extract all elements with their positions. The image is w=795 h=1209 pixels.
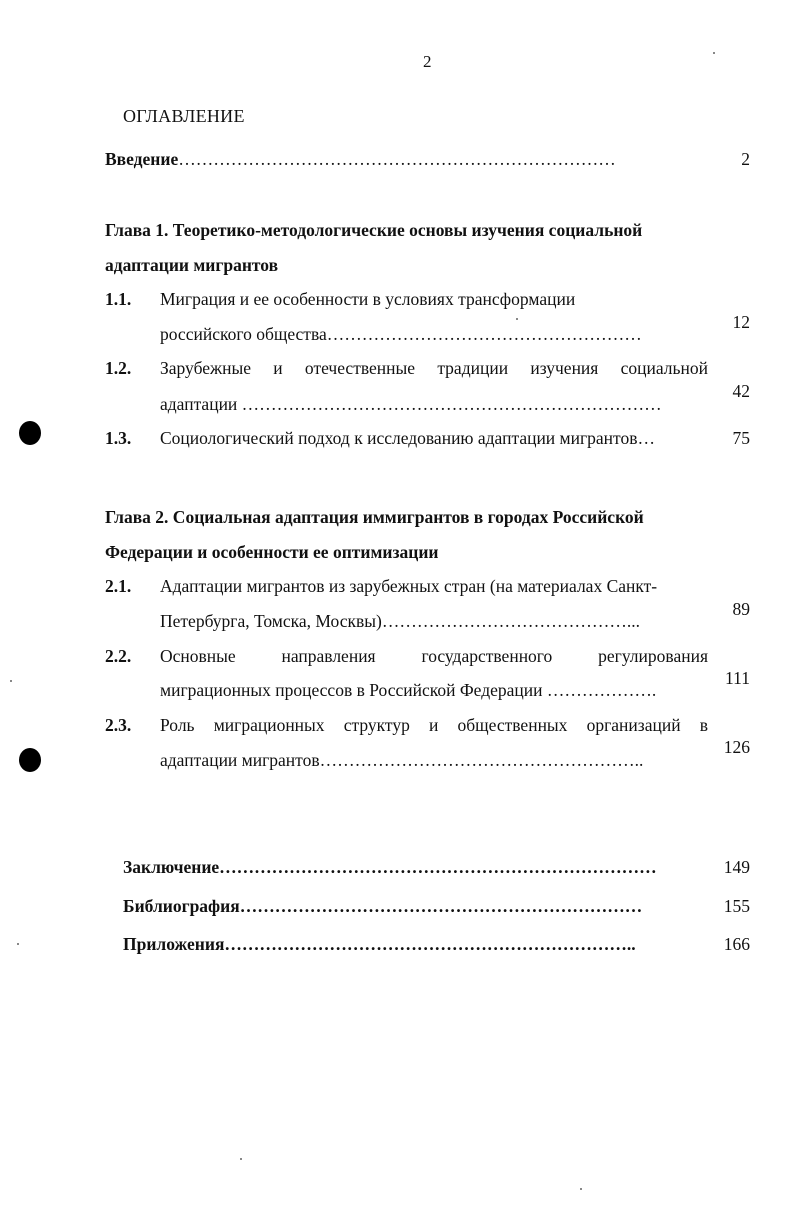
punch-hole-bottom bbox=[19, 748, 41, 772]
toc-entry-conclusion[interactable] bbox=[123, 857, 703, 878]
conclusion-page: 149 bbox=[723, 857, 750, 877]
punch-hole-top bbox=[19, 421, 41, 445]
bibliography-page: 155 bbox=[723, 896, 750, 916]
section-page: 111 bbox=[725, 668, 750, 688]
scan-speck bbox=[713, 52, 715, 54]
section-number: 1.1. bbox=[105, 289, 132, 309]
intro-page: 2 bbox=[741, 149, 750, 169]
toc-entry-intro[interactable] bbox=[105, 149, 680, 170]
section-title[interactable]: Адаптации мигрантов из зарубежных стран (на материалах Санкт- bbox=[160, 576, 658, 596]
section-page: 75 bbox=[732, 428, 750, 448]
section-title[interactable]: Миграция и ее особенности в условиях трансформации bbox=[160, 289, 576, 309]
scan-speck bbox=[240, 1158, 242, 1160]
section-number: 1.2. bbox=[105, 358, 132, 378]
toc-title: ОГЛАВЛЕНИЕ bbox=[123, 106, 245, 126]
section-title[interactable]: Роль миграционных структур и общественных организаций в bbox=[160, 715, 708, 735]
section-number: 1.3. bbox=[105, 428, 132, 448]
page-number: 2 bbox=[423, 52, 432, 71]
appendices-label: Приложения bbox=[123, 934, 225, 954]
bibliography-leader: …………………………………………………………… bbox=[239, 896, 643, 916]
section-title-cont: миграционных процессов в Российской Федерации ………………. bbox=[160, 680, 657, 700]
intro-label: Введение bbox=[105, 149, 179, 169]
section-title-cont: адаптации ……………………………………………………………… bbox=[160, 394, 662, 414]
scan-speck bbox=[580, 1188, 582, 1190]
section-title-cont: Петербурга, Томска, Москвы)……………………………………... bbox=[160, 611, 640, 631]
intro-leader: ………………………………………………………………… bbox=[178, 149, 616, 169]
section-title-cont: адаптации мигрантов……………………………………………….. bbox=[160, 750, 644, 770]
appendices-leader: …………………………………………………………….. bbox=[224, 934, 636, 954]
section-title[interactable]: Зарубежные и отечественные традиции изучения социальной bbox=[160, 358, 708, 378]
toc-entry-bibliography[interactable] bbox=[123, 896, 703, 917]
section-title[interactable]: Основные направления государственного регулирования bbox=[160, 646, 708, 666]
section-page: 42 bbox=[732, 381, 750, 401]
appendices-page: 166 bbox=[723, 934, 750, 954]
section-number: 2.3. bbox=[105, 715, 132, 735]
chapter2-heading[interactable]: Глава 2. Социальная адаптация иммигрантов в городах Российской bbox=[105, 507, 644, 527]
section-title-cont: российского общества……………………………………………… bbox=[160, 324, 642, 344]
chapter2-heading-cont: Федерации и особенности ее оптимизации bbox=[105, 542, 439, 562]
section-title[interactable]: Социологический подход к исследованию адаптации мигрантов… bbox=[160, 428, 655, 448]
scan-speck bbox=[10, 680, 12, 682]
bibliography-label: Библиография bbox=[123, 896, 240, 916]
conclusion-label: Заключение bbox=[123, 857, 220, 877]
conclusion-leader: ………………………………………………………………… bbox=[219, 857, 657, 877]
chapter1-heading[interactable]: Глава 1. Теоретико-методологические основы изучения социальной bbox=[105, 220, 643, 240]
section-number: 2.2. bbox=[105, 646, 132, 666]
toc-entry-appendices[interactable] bbox=[123, 934, 703, 955]
section-page: 126 bbox=[723, 737, 750, 757]
section-page: 12 bbox=[732, 312, 750, 332]
chapter1-heading-cont: адаптации мигрантов bbox=[105, 255, 279, 275]
scan-speck bbox=[516, 318, 518, 320]
section-number: 2.1. bbox=[105, 576, 132, 596]
section-page: 89 bbox=[732, 599, 750, 619]
scan-speck bbox=[17, 943, 19, 945]
